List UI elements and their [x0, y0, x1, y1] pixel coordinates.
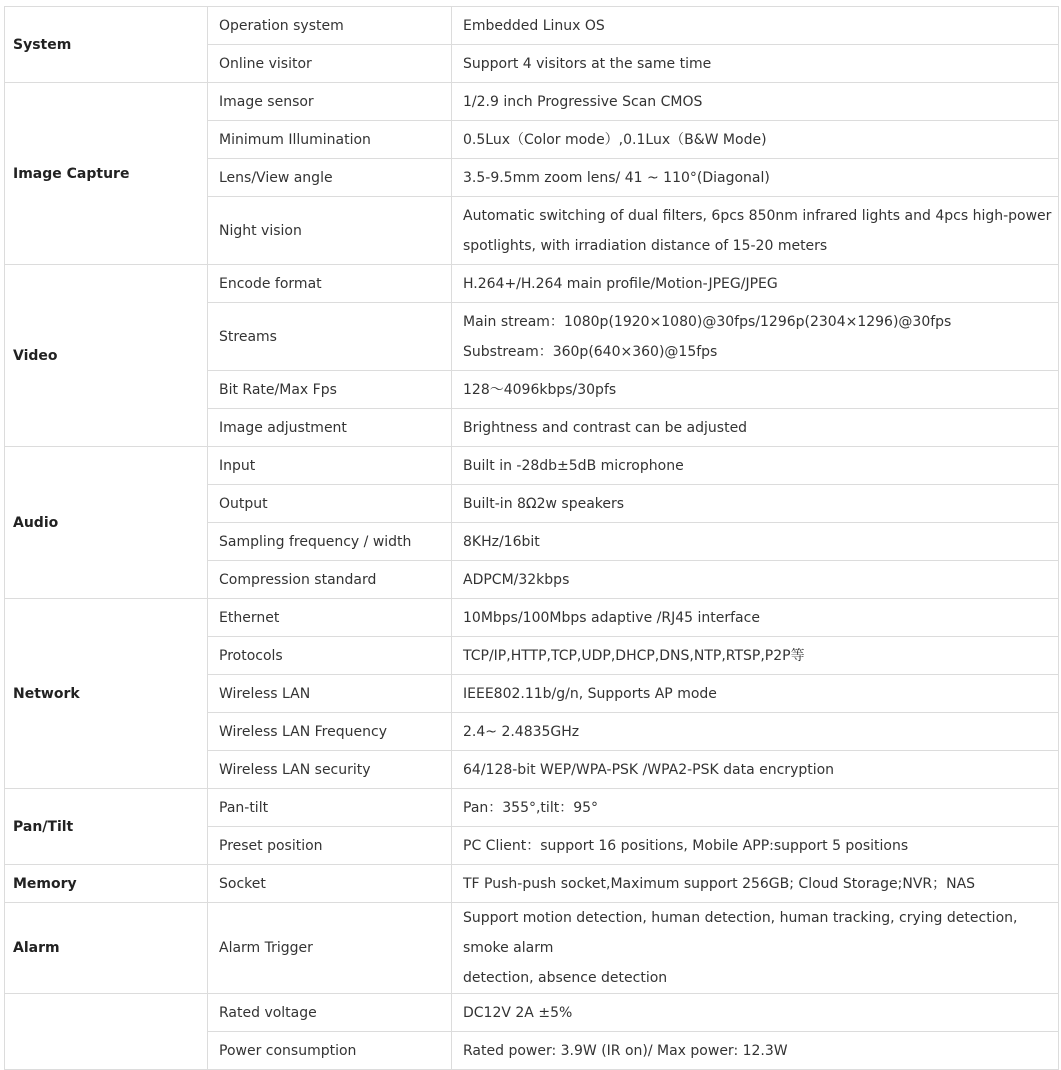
category-label: Network [5, 599, 208, 789]
spec-value [452, 121, 1059, 159]
spec-name: Encode format [208, 265, 452, 303]
spec-name: Socket [208, 865, 452, 903]
spec-value [452, 371, 1059, 409]
spec-value [452, 265, 1059, 303]
spec-name: Wireless LAN security [208, 751, 452, 789]
spec-name: Compression standard [208, 561, 452, 599]
spec-value-line: detection, absence detection [463, 970, 668, 986]
spec-name: Ethernet [208, 599, 452, 637]
spec-name: Lens/View angle [208, 159, 452, 197]
spec-value-line: Main stream：1080p(1920×1080)@30fps/1296p(2304×1296)@30fps [463, 313, 952, 330]
spec-name: Pan-tilt [208, 789, 452, 827]
category-label: Video [5, 265, 208, 447]
category-label: Audio [5, 447, 208, 599]
spec-value-line: ADPCM/32kbps [463, 571, 570, 588]
spec-value [452, 303, 1059, 371]
spec-value-line: 2.4~ 2.4835GHz [463, 723, 580, 740]
spec-value [452, 827, 1059, 865]
spec-name: Image adjustment [208, 409, 452, 447]
spec-value-line: Automatic switching of dual filters, 6pcs 850nm infrared lights and 4pcs high-power [463, 207, 1052, 224]
spec-name: Operation system [208, 7, 452, 45]
spec-value-line: Embedded Linux OS [463, 17, 605, 34]
spec-value-line: Support motion detection, human detection, human tracking, crying detection, smoke alarm [463, 910, 1018, 956]
spec-value [452, 599, 1059, 637]
spec-name: Image sensor [208, 83, 452, 121]
spec-value [452, 45, 1059, 83]
spec-value-line: 64/128-bit WEP/WPA-PSK /WPA2-PSK data encryption [463, 761, 835, 778]
spec-row [5, 447, 1059, 485]
category-label: Pan/Tilt [5, 789, 208, 865]
spec-value [452, 865, 1059, 903]
spec-table [4, 6, 1059, 1070]
spec-name: Streams [208, 303, 452, 371]
spec-name: Wireless LAN Frequency [208, 713, 452, 751]
spec-name: Rated voltage [208, 994, 452, 1032]
spec-name: Alarm Trigger [208, 903, 452, 994]
spec-row [5, 994, 1059, 1032]
spec-row [5, 265, 1059, 303]
spec-value-line: 10Mbps/100Mbps adaptive /RJ45 interface [463, 609, 760, 626]
spec-name: Power consumption [208, 1032, 452, 1070]
spec-value [452, 409, 1059, 447]
category-label: System [5, 7, 208, 83]
spec-value [452, 903, 1059, 994]
spec-value [452, 523, 1059, 561]
spec-value [452, 994, 1059, 1032]
spec-value [452, 713, 1059, 751]
spec-row [5, 789, 1059, 827]
spec-row [5, 903, 1059, 994]
spec-value [452, 789, 1059, 827]
spec-value [452, 197, 1059, 265]
spec-value-line: spotlights, with irradiation distance of 15-20 meters [463, 237, 828, 254]
spec-value-line: TCP/IP,HTTP,TCP,UDP,DHCP,DNS,NTP,RTSP,P2P等 [463, 647, 805, 664]
spec-value [452, 1032, 1059, 1070]
spec-value [452, 7, 1059, 45]
spec-name: Protocols [208, 637, 452, 675]
spec-table-body [5, 7, 1059, 1070]
spec-name: Online visitor [208, 45, 452, 83]
spec-row [5, 599, 1059, 637]
spec-name: Input [208, 447, 452, 485]
spec-value-line: 3.5-9.5mm zoom lens/ 41 ~ 110°(Diagonal) [463, 169, 770, 186]
spec-value-line: H.264+/H.264 main profile/Motion-JPEG/JPEG [463, 275, 778, 292]
spec-row [5, 7, 1059, 45]
spec-row [5, 865, 1059, 903]
spec-value [452, 751, 1059, 789]
spec-name: Sampling frequency / width [208, 523, 452, 561]
spec-row [5, 83, 1059, 121]
spec-value-line: Rated power: 3.9W (IR on)/ Max power: 12.3W [463, 1042, 788, 1059]
spec-value [452, 447, 1059, 485]
spec-value-line: IEEE802.11b/g/n, Supports AP mode [463, 685, 717, 702]
spec-name: Wireless LAN [208, 675, 452, 713]
spec-value-line: 0.5Lux（Color mode）,0.1Lux（B&W Mode) [463, 131, 767, 148]
spec-value-line: DC12V 2A ±5% [463, 1004, 573, 1021]
spec-value [452, 561, 1059, 599]
spec-value-line: TF Push-push socket,Maximum support 256GB; Cloud Storage;NVR；NAS [463, 875, 976, 892]
spec-value-line: Brightness and contrast can be adjusted [463, 419, 748, 436]
spec-value [452, 675, 1059, 713]
spec-value-line: 128～4096kbps/30pfs [463, 381, 617, 398]
spec-value [452, 83, 1059, 121]
spec-value-line: Support 4 visitors at the same time [463, 55, 712, 72]
category-label: Image Capture [5, 83, 208, 265]
spec-value-line: Built-in 8Ω2w speakers [463, 495, 625, 512]
spec-name: Bit Rate/Max Fps [208, 371, 452, 409]
category-label: Memory [5, 865, 208, 903]
spec-name: Minimum Illumination [208, 121, 452, 159]
spec-value-line: Substream：360p(640×360)@15fps [463, 343, 718, 360]
spec-name: Preset position [208, 827, 452, 865]
spec-value [452, 637, 1059, 675]
spec-name: Night vision [208, 197, 452, 265]
spec-value-line: 8KHz/16bit [463, 533, 540, 550]
spec-value [452, 485, 1059, 523]
category-label [5, 994, 208, 1070]
spec-value-line: Pan：355°,tilt：95° [463, 799, 599, 816]
spec-name: Output [208, 485, 452, 523]
spec-value-line: Built in -28db±5dB microphone [463, 457, 684, 474]
spec-value-line: 1/2.9 inch Progressive Scan CMOS [463, 93, 703, 110]
category-label: Alarm [5, 903, 208, 994]
spec-value-line: PC Client：support 16 positions, Mobile APP:support 5 positions [463, 837, 909, 854]
spec-value [452, 159, 1059, 197]
